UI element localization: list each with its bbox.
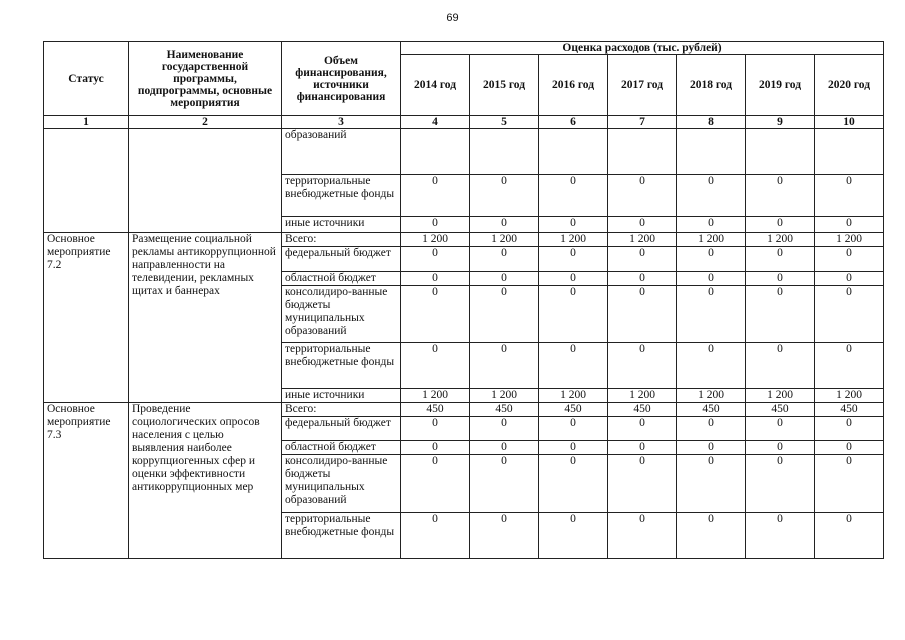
value-cell: 0: [746, 417, 815, 441]
page-number: 69: [446, 12, 459, 24]
value-cell: 0: [608, 513, 677, 559]
value-cell: [746, 129, 815, 175]
value-cell: 0: [815, 217, 884, 233]
value-cell: 1 200: [539, 389, 608, 403]
value-cell: 0: [539, 441, 608, 455]
value-cell: 0: [677, 175, 746, 217]
funding-source-cell: Всего:: [282, 233, 401, 247]
header-year: 2019 год: [746, 55, 815, 116]
column-number: 2: [129, 116, 282, 129]
value-cell: 0: [539, 217, 608, 233]
column-number-row: [44, 116, 884, 129]
value-cell: 0: [470, 247, 539, 272]
value-cell: 0: [608, 175, 677, 217]
funding-source-cell: территориальные внебюджетные фонды: [282, 175, 401, 217]
value-cell: 0: [677, 513, 746, 559]
value-cell: 0: [677, 286, 746, 343]
value-cell: 0: [539, 247, 608, 272]
header-estimate: Оценка расходов (тыс. рублей): [401, 42, 884, 55]
value-cell: 1 200: [401, 389, 470, 403]
value-cell: 0: [608, 441, 677, 455]
value-cell: 0: [401, 441, 470, 455]
value-cell: 450: [677, 403, 746, 417]
value-cell: [539, 129, 608, 175]
table-row: [44, 233, 884, 247]
funding-source-cell: территориальные внебюджетные фонды: [282, 513, 401, 559]
value-cell: 0: [539, 272, 608, 286]
value-cell: 0: [677, 272, 746, 286]
value-cell: 0: [677, 441, 746, 455]
value-cell: 0: [401, 513, 470, 559]
funding-source-cell: федеральный бюджет: [282, 417, 401, 441]
value-cell: 0: [815, 247, 884, 272]
value-cell: 0: [746, 175, 815, 217]
value-cell: 0: [401, 455, 470, 513]
value-cell: 450: [608, 403, 677, 417]
measure-name-cell: Проведение социологических опросов населения с целью выявления наиболее коррупциогенных сфер и оценки эффективности антикоррупционных мер: [129, 403, 282, 559]
header-year: 2014 год: [401, 55, 470, 116]
value-cell: 0: [815, 343, 884, 389]
value-cell: 1 200: [746, 389, 815, 403]
value-cell: 0: [539, 455, 608, 513]
column-number: 1: [44, 116, 129, 129]
value-cell: 0: [470, 272, 539, 286]
header-status: Статус: [44, 42, 129, 116]
value-cell: [608, 129, 677, 175]
value-cell: [470, 129, 539, 175]
column-number: 3: [282, 116, 401, 129]
column-number: 6: [539, 116, 608, 129]
funding-source-cell: областной бюджет: [282, 272, 401, 286]
measure-name-cell: [129, 129, 282, 233]
funding-source-cell: федеральный бюджет: [282, 247, 401, 272]
value-cell: 0: [746, 247, 815, 272]
value-cell: 0: [746, 343, 815, 389]
value-cell: 0: [815, 417, 884, 441]
value-cell: 0: [608, 217, 677, 233]
header-year: 2020 год: [815, 55, 884, 116]
funding-source-cell: территориальные внебюджетные фонды: [282, 343, 401, 389]
value-cell: 0: [746, 217, 815, 233]
value-cell: 0: [470, 417, 539, 441]
value-cell: 450: [401, 403, 470, 417]
measure-name-cell: Размещение социальной рекламы антикоррупционной направленности на телевидении, рекламных щитах и баннерах: [129, 233, 282, 403]
table-row: [44, 403, 884, 417]
value-cell: 1 200: [677, 233, 746, 247]
value-cell: 450: [746, 403, 815, 417]
value-cell: 0: [401, 343, 470, 389]
value-cell: 0: [746, 455, 815, 513]
value-cell: 0: [470, 441, 539, 455]
value-cell: 0: [470, 455, 539, 513]
value-cell: 0: [608, 247, 677, 272]
value-cell: 1 200: [608, 233, 677, 247]
value-cell: 0: [401, 247, 470, 272]
value-cell: 0: [608, 286, 677, 343]
value-cell: 0: [539, 417, 608, 441]
value-cell: 0: [401, 286, 470, 343]
value-cell: 1 200: [815, 389, 884, 403]
column-number: 9: [746, 116, 815, 129]
funding-source-cell: консолидиро-ванные бюджеты муниципальных образований: [282, 286, 401, 343]
value-cell: 450: [539, 403, 608, 417]
value-cell: 0: [746, 272, 815, 286]
value-cell: 1 200: [815, 233, 884, 247]
expenditure-table: [43, 41, 884, 559]
status-cell: Основное мероприятие 7.3: [44, 403, 129, 559]
value-cell: 1 200: [401, 233, 470, 247]
value-cell: 0: [401, 217, 470, 233]
funding-source-cell: иные источники: [282, 389, 401, 403]
value-cell: 1 200: [470, 233, 539, 247]
header-year: 2018 год: [677, 55, 746, 116]
column-number: 8: [677, 116, 746, 129]
value-cell: 0: [746, 513, 815, 559]
value-cell: 0: [608, 343, 677, 389]
value-cell: 0: [401, 417, 470, 441]
value-cell: [401, 129, 470, 175]
value-cell: 0: [470, 286, 539, 343]
value-cell: 0: [815, 513, 884, 559]
value-cell: 0: [608, 272, 677, 286]
status-cell: Основное мероприятие 7.2: [44, 233, 129, 403]
value-cell: 0: [539, 513, 608, 559]
value-cell: 0: [746, 441, 815, 455]
value-cell: 0: [815, 286, 884, 343]
value-cell: 1 200: [608, 389, 677, 403]
column-number: 7: [608, 116, 677, 129]
funding-source-cell: областной бюджет: [282, 441, 401, 455]
value-cell: 0: [539, 286, 608, 343]
value-cell: 0: [677, 455, 746, 513]
value-cell: 0: [608, 455, 677, 513]
value-cell: 0: [470, 513, 539, 559]
value-cell: 450: [815, 403, 884, 417]
value-cell: 1 200: [539, 233, 608, 247]
value-cell: 0: [608, 417, 677, 441]
header-year: 2016 год: [539, 55, 608, 116]
value-cell: 0: [815, 272, 884, 286]
value-cell: 0: [746, 286, 815, 343]
header-funding: Объем финансирования, источники финансирования: [282, 42, 401, 116]
value-cell: 0: [677, 247, 746, 272]
funding-source-cell: образований: [282, 129, 401, 175]
value-cell: 0: [401, 175, 470, 217]
value-cell: 0: [815, 455, 884, 513]
table-row: [44, 129, 884, 175]
header-year: 2015 год: [470, 55, 539, 116]
value-cell: 0: [401, 272, 470, 286]
header-program-name: Наименование государственной программы, подпрограммы, основные мероприятия: [129, 42, 282, 116]
funding-source-cell: иные источники: [282, 217, 401, 233]
value-cell: 0: [470, 343, 539, 389]
value-cell: 0: [539, 175, 608, 217]
status-cell: [44, 129, 129, 233]
value-cell: [677, 129, 746, 175]
value-cell: 0: [677, 417, 746, 441]
column-number: 10: [815, 116, 884, 129]
value-cell: 0: [539, 343, 608, 389]
value-cell: 0: [470, 175, 539, 217]
value-cell: 1 200: [746, 233, 815, 247]
value-cell: [815, 129, 884, 175]
column-number: 4: [401, 116, 470, 129]
column-number: 5: [470, 116, 539, 129]
funding-source-cell: Всего:: [282, 403, 401, 417]
value-cell: 0: [677, 343, 746, 389]
funding-source-cell: консолидиро-ванные бюджеты муниципальных образований: [282, 455, 401, 513]
value-cell: 1 200: [677, 389, 746, 403]
value-cell: 0: [815, 441, 884, 455]
value-cell: 0: [470, 217, 539, 233]
header-year: 2017 год: [608, 55, 677, 116]
value-cell: 0: [815, 175, 884, 217]
value-cell: 450: [470, 403, 539, 417]
value-cell: 0: [677, 217, 746, 233]
value-cell: 1 200: [470, 389, 539, 403]
